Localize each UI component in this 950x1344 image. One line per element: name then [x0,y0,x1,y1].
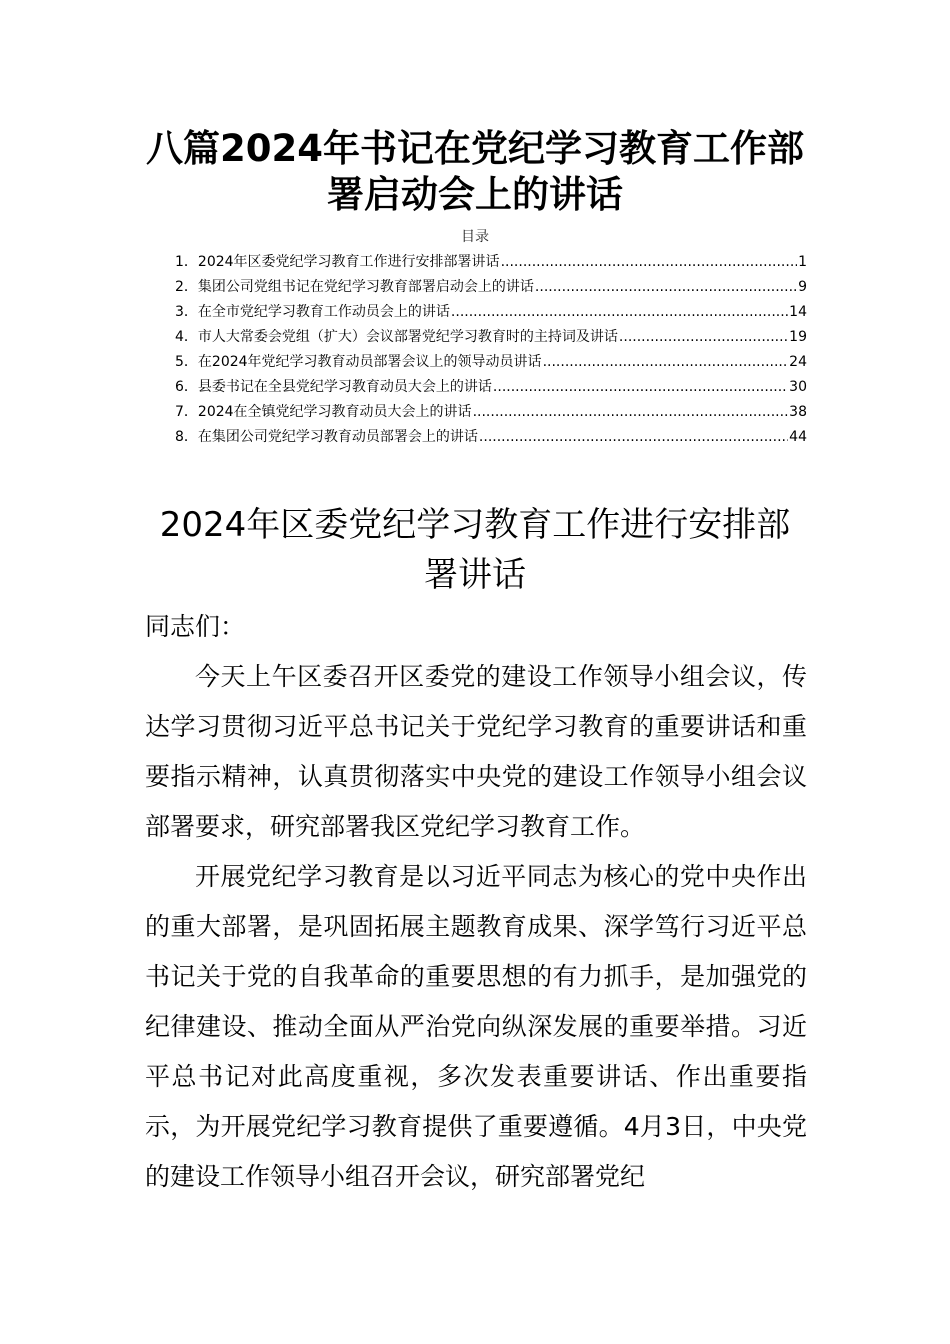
document-title: 八篇2024年书记在党纪学习教育工作部署启动会上的讲话 [146,127,804,216]
toc-leader-dots [619,325,788,350]
toc-leader-dots [493,375,788,400]
toc-leader-dots [501,250,798,275]
toc-leader-dots [473,400,789,425]
toc-item-7[interactable] [175,400,807,425]
toc-item-text: 县委书记在全县党纪学习教育动员大会上的讲话 [197,379,492,395]
toc-item-2[interactable] [175,275,807,300]
toc-item-page: 30 [789,379,807,395]
section-title: 2024年区委党纪学习教育工作进行安排部署讲话 [159,505,791,595]
table-of-contents [175,250,807,450]
toc-item-text: 集团公司党组书记在党纪学习教育部署启动会上的讲话 [197,279,534,295]
toc-leader-dots [479,425,788,450]
toc-item-page: 14 [789,304,807,320]
toc-item-number: 3． [175,304,198,320]
toc-item-5[interactable] [175,350,807,375]
toc-item-text: 在集团公司党纪学习教育动员部署会上的讲话 [197,429,478,445]
toc-item-number: 6． [175,379,198,395]
toc-item-4[interactable] [175,325,807,350]
toc-leader-dots [535,275,797,300]
body-paragraph-1: 今天上午区委召开区委党的建设工作领导小组会议，传达学习贯彻习近平总书记关于党纪学习教育的重要讲话和重要指示精神，认真贯彻落实中央党的建设工作领导小组会议部署要求，研究部署我区党纪学习教育工作。 [145,662,807,841]
toc-item-text: 2024在全镇党纪学习教育动员大会上的讲话 [197,404,472,420]
salutation: 同志们： [145,612,246,641]
toc-item-text: 在全市党纪学习教育工作动员会上的讲话 [197,304,450,320]
toc-item-page: 38 [789,404,807,420]
toc-item-text: 2024年区委党纪学习教育工作进行安排部署讲话 [197,254,500,270]
toc-item-text: 在2024年党纪学习教育动员部署会议上的领导动员讲话 [197,354,542,370]
toc-leader-dots [543,350,789,375]
toc-item-page: 1 [798,254,807,270]
toc-item-number: 8． [175,429,198,445]
body-paragraph-2: 开展党纪学习教育是以习近平同志为核心的党中央作出的重大部署，是巩固拓展主题教育成果、深学笃行习近平总书记关于党的自我革命的重要思想的有力抓手，是加强党的纪律建设、推动全面从严治党向纵深发展的重要举措。习近平总书记对此高度重视，多次发表重要讲话、作出重要指示，为开展党纪学习教育提供了重要遵循。4月3日，中央党的建设工作领导小组召开会议，研究部署党纪 [145,862,807,1191]
toc-item-page: 9 [798,279,807,295]
toc-item-text: 市人大常委会党组（扩大）会议部署党纪学习教育时的主持词及讲话 [197,329,618,345]
toc-leader-dots [451,300,788,325]
toc-item-3[interactable] [175,300,807,325]
toc-item-number: 5． [175,354,198,370]
toc-item-number: 7． [175,404,198,420]
toc-item-1[interactable] [175,250,807,275]
toc-item-8[interactable] [175,425,807,450]
toc-item-number: 1． [175,254,198,270]
toc-item-page: 19 [789,329,807,345]
toc-heading: 目录 [461,229,489,245]
toc-item-page: 24 [789,354,807,370]
toc-item-page: 44 [789,429,807,445]
toc-item-number: 2． [175,279,198,295]
toc-item-6[interactable] [175,375,807,400]
speech-body [145,602,807,1202]
toc-item-number: 4． [175,329,198,345]
